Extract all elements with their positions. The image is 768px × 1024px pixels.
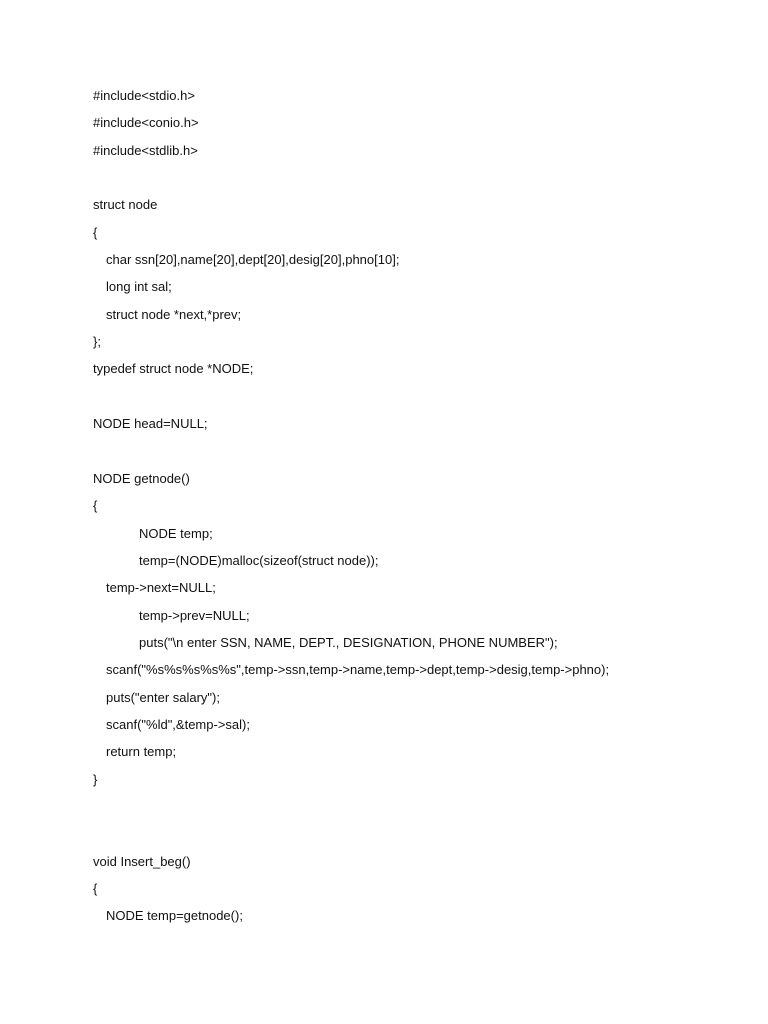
code-line: temp->next=NULL; bbox=[106, 580, 216, 596]
code-line: NODE getnode() bbox=[93, 470, 190, 486]
code-line: return temp; bbox=[106, 744, 177, 760]
code-line: NODE temp; bbox=[139, 525, 213, 541]
code-line: NODE temp=getnode(); bbox=[106, 908, 243, 924]
blank-line bbox=[93, 824, 733, 851]
code-line: typedef struct node *NODE; bbox=[93, 361, 254, 377]
code-line: struct node bbox=[93, 197, 158, 213]
code-line: NODE head=NULL; bbox=[93, 416, 208, 432]
blank-line bbox=[93, 387, 733, 414]
code-line: #include<stdlib.h> bbox=[93, 142, 198, 158]
code-line: struct node *next,*prev; bbox=[106, 306, 242, 322]
code-line: #include<stdio.h> bbox=[93, 88, 195, 103]
code-line: #include<conio.h> bbox=[93, 115, 199, 131]
code-line: { bbox=[93, 498, 98, 514]
code-line: temp=(NODE)malloc(sizeof(struct node)); bbox=[139, 552, 379, 568]
code-line: { bbox=[93, 224, 98, 240]
code-line: puts("\n enter SSN, NAME, DEPT., DESIGNATION, PHONE NUMBER"); bbox=[139, 634, 558, 650]
code-line: scanf("%s%s%s%s%s",temp->ssn,temp->name,temp->dept,temp->desig,temp->phno); bbox=[106, 662, 610, 678]
code-line: char ssn[20],name[20],dept[20],desig[20],phno[10]; bbox=[106, 252, 400, 268]
code-line: } bbox=[93, 771, 98, 787]
code-line: temp->prev=NULL; bbox=[139, 607, 250, 623]
blank-line bbox=[93, 797, 733, 824]
code-line: }; bbox=[93, 334, 101, 350]
code-line: scanf("%ld",&temp->sal); bbox=[106, 716, 250, 732]
code-listing bbox=[93, 86, 733, 934]
blank-line bbox=[93, 168, 733, 195]
code-line: void Insert_beg() bbox=[93, 853, 191, 869]
code-line: long int sal; bbox=[106, 279, 172, 295]
code-line: { bbox=[93, 880, 98, 896]
code-line: puts("enter salary"); bbox=[106, 689, 220, 705]
blank-line bbox=[93, 441, 733, 468]
